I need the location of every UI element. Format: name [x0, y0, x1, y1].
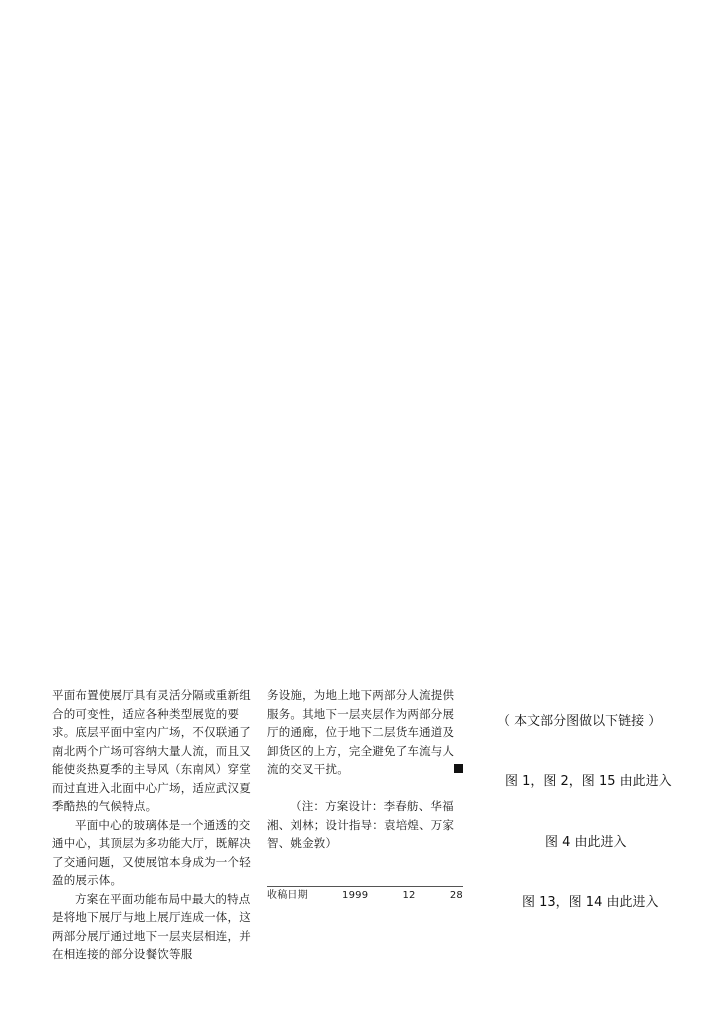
article-left-column — [52, 686, 252, 964]
end-of-article-mark-icon — [454, 764, 463, 773]
received-date-month: 12 — [402, 889, 416, 901]
link-figures-1-2-15[interactable]: 图 1，图 2，图 15 由此进入 — [505, 774, 672, 789]
figure-links-heading: （ 本文部分图做以下链接 ） — [497, 714, 662, 729]
paragraph-1: 平面布置使展厅具有灵活分隔或重新组合的可变性，适应各种类型展览的要求。底层平面中室内广场，不仅联通了南北两个广场可容纳大量人流，而且又能使炎热夏季的主导风（东南风）穿堂而过直进入北面中心广场，适应武汉夏季酷热的气候特点。 — [52, 688, 251, 813]
paragraph-final-line — [267, 760, 463, 779]
paragraph-3: 方案在平面功能布局中最大的特点是将地下展厅与地上展厅连成一体，这两部分展厅通过地下一层夹层相连，并在相连接的部分设餐饮等服 — [52, 891, 251, 961]
paragraph-continued-lead: 务设施，为地上地下两部分人流提供服务。其地下一层夹层作为两部分展厅的通廊，位于地下二层货车通道及卸货区的上方，完全避免了车流与人 — [267, 688, 455, 758]
paragraph-continued-tail: 流的交叉干扰。 — [267, 762, 349, 776]
received-date-year: 1999 — [342, 889, 369, 901]
article-middle-column — [267, 686, 463, 904]
link-figures-13-14[interactable]: 图 13，图 14 由此进入 — [522, 895, 659, 910]
paragraph-2: 平面中心的玻璃体是一个通透的交通中心，其顶层为多功能大厅，既解决了交通问题，又使展馆本身成为一个轻盈的展示体。 — [52, 817, 251, 887]
received-date — [267, 886, 463, 904]
received-date-day: 28 — [449, 889, 463, 901]
link-figure-4[interactable]: 图 4 由此进入 — [545, 835, 627, 850]
received-date-label: 收稿日期 — [267, 889, 308, 901]
paragraph-continued — [267, 686, 463, 760]
design-credits-note: （注：方案设计：李春舫、华福湘、刘林；设计指导：袁培煌、万家智、姚金敦） — [267, 799, 455, 850]
